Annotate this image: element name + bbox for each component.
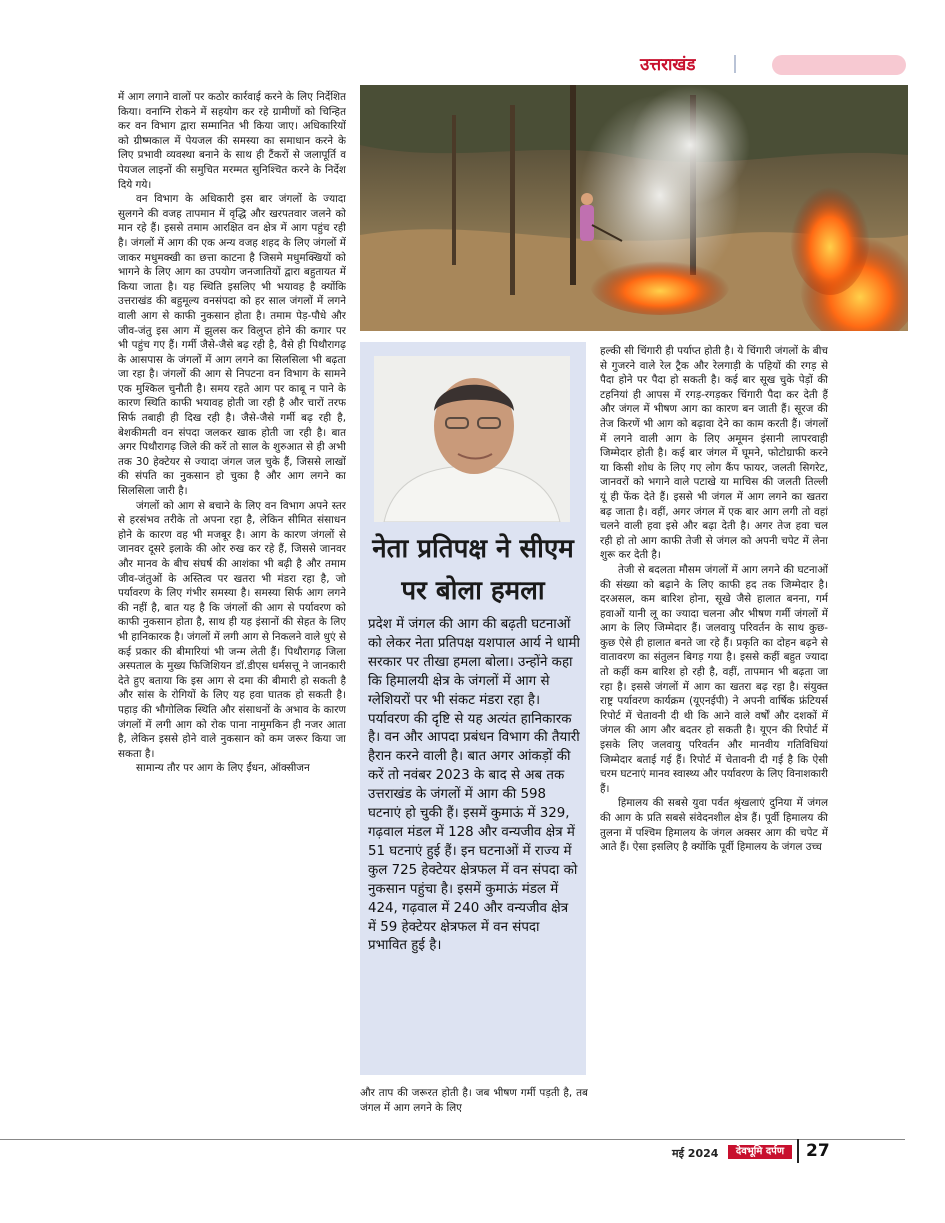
- footer-brand-logo: देवभूमि दर्पण: [728, 1145, 792, 1159]
- section-decoration-bar: [772, 55, 906, 75]
- left-paragraph-4: सामान्य तौर पर आग के लिए ईंधन, ऑक्सीजन: [136, 762, 310, 775]
- footer-divider: [797, 1139, 799, 1163]
- right-paragraph-1: हल्की सी चिंगारी ही पर्याप्त होती है। ये चिंगारी जंगलों के बीच से गुजरने वाले रेल ट्रैक और रेलगाड़ी के पहियों की रगड़ से पैदा होने पर पैदा हो सकती है। कई बार सूख चुके पेड़ों की टहनियां ही आपस में रगड़-रगड़कर चिंगारी पैदा कर देती हैं और जंगल में भीषण आग का कारण बन जाती हैं। सूरज की तेज किरणें भी आग को बढ़ावा देने का काम करती हैं। जंगलों में लगने वाली आग के लिए अमूमन इंसानी लापरवाही जिम्मेदार होती है। कई बार जंगल में घूमने, फोटोग्राफी करने या किसी शोध के लिए गए लोग कैंप फायर, जलती सिगरेट, जानवरों को भगाने वाले पटाखे या माचिस की जलती तिल्ली यूं ही फेंक देते हैं। इससे भी जंगल में आग लगने का खतरा बढ़ जाता है। वहीं, अगर जंगल में एक बार आग लगी तो वहां चलने वाली हवा इसे और बढ़ा देती है। अगर तेज हवा चल रही हो तो आग काफी तेजी से जंगल को अपनी चपेट में लेना शुरू कर देती है।: [600, 345, 828, 562]
- section-divider: [734, 55, 736, 73]
- sidebar-title: नेता प्रतिपक्ष ने सीएम पर बोला हमला: [372, 534, 574, 606]
- left-text-column: [118, 90, 346, 1126]
- footer-rule: [0, 1139, 905, 1140]
- middle-text-column: [360, 1086, 588, 1126]
- forest-fire-photo: [360, 85, 908, 331]
- left-paragraph-1: में आग लगाने वालों पर कठोर कार्रवाई करने के लिए निर्देशित किया। वनाग्नि रोकने में सहयोग कर रहे ग्रामीणों को चिन्हित कर वन विभाग द्वारा सम्मानित भी किया जाए। अधिकारियों को ग्रीष्मकाल में पेयजल की समस्या का समाधान करने के लिए प्रभावी व्यवस्था बनाने के साथ ही टैंकरों से जलापूर्ति व पेयजल लाइनों की समुचित मरम्मत सुनिश्चित करने के निर्देश दिये गये।: [118, 91, 346, 191]
- right-paragraph-3: हिमालय की सबसे युवा पर्वत श्रृंखलाएं दुनिया में जंगल की आग के प्रति सबसे संवेदनशील क्षेत्र हैं। पूर्वी हिमालय की तुलना में पश्चिम हिमालय के जंगल अक्सर आग की चपेट में आते हैं। ऐसा इसलिए है क्योंकि पूर्वी हिमालय के जंगल उच्च: [600, 797, 828, 854]
- footer-date: मई 2024: [672, 1147, 719, 1160]
- right-paragraph-2: तेजी से बदलता मौसम जंगलों में आग लगने की घटनाओं की संख्या को बढ़ाने के लिए काफी हद तक जिम्मेदार है। दरअसल, कम बारिश होना, सूखे जैसे हालात बनना, गर्म हवाओं यानी लू का ज्यादा चलना और भीषण गर्मी जंगलों में आग के लिए जिम्मेदार हैं। जलवायु परिवर्तन के साथ कुछ-कुछ ऐसे ही हालात बनते जा रहे हैं। प्रकृति का दोहन बढ़ने से वातावरण का संतुलन बिगड़ गया है। इससे कहीं बहुत ज्यादा तो कहीं कम बारिश हो रही है, वहीं, तापमान भी बढ़ता जा रहा है। इससे जंगलों में आग का खतरा बढ़ रहा है। संयुक्त राष्ट्र पर्यावरण कार्यक्रम (यूएनईपी) ने अपनी वार्षिक फ्रंटियर्स रिपोर्ट में चेतावनी दी थी कि आने वाले वर्षों और दशकों में जंगल की आग और बदतर हो सकती है। यूएन की रिपोर्ट में इसके लिए जलवायु परिवर्तन और मानवीय गतिविधियां जिम्मेदार बताई गई हैं। रिपोर्ट में चेतावनी दी गई है कि ऐसी चरम घटनाएं मानव स्वास्थ्य और पर्यावरण के लिए विनाशकारी हैं।: [600, 563, 828, 795]
- left-paragraph-3: जंगलों को आग से बचाने के लिए वन विभाग अपने स्तर से हरसंभव तरीके तो अपना रहा है, लेकिन सीमित संसाधन होने के कारण वह भी मजबूर है। आग के कारण जंगलों से जानवर दूसरे इलाके की ओर रुख कर रहे हैं, जिससे जानवर और मानव के बीच संघर्ष की आशंका भी बढ़ी है और तमाम जीव-जंतुओं के अस्तित्व पर खतरा भी मंडरा रहा है, जो पर्यावरण के लिए गंभीर समस्या है। समस्या सिर्फ आग लगने की नहीं है, बात यह है कि जंगलों की आग से पर्यावरण को काफी नुकसान होता है, साथ ही यह इंसानों की सेहत के लिए भी हानिकारक है। जंगलों में लगी आग से निकलने वाले धुएं से कई प्रकार की बीमारियां भी जन्म लेती हैं। पिथौरागढ़ जिला अस्पताल के मुख्य फिजिशियन डॉ.डीएस धर्मसत्तू ने जानकारी देते हुए बताया कि इस आग से दमा की बीमारी हो सकती है और सांस के रोगियों के लिए यह हवा घातक हो सकती है। पहाड़ की भौगोलिक स्थिति और संसाधनों के अभाव के कारण जंगलों में लगी आग को रोक पाना नामुमकिन ही नजर आता है, लेकिन इससे होने वाले नुकसान को कम जरूर किया जा सकता है।: [118, 499, 346, 760]
- left-paragraph-2: वन विभाग के अधिकारी इस बार जंगलों के ज्यादा सुलगने की वजह तापमान में वृद्धि और खरपतवार जलने को मान रहे हैं। इससे तमाम आरक्षित वन क्षेत्र में आग पहुंच रही है। जंगलों में आग की एक अन्य वजह शहद के लिए जंगलों में जाकर मधुमक्खी का छत्ता काटना है जिसमे मधुमक्खियों को भागने के लिए आग का उपयोग जनजातियों द्वारा बहुतायत में किया जाता है। यह स्थिति इसलिए भी भयावह है क्योंकि उत्तराखंड की बहुमूल्य वनसंपदा को हर साल जंगलों में लगने वाली आग से काफी नुकसान होता है। तमाम पेड़-पौधे और जीव-जंतु इस आग में झुलस कर विलुप्त होने की कगार पर भी पहुंच गए हैं। गर्मी जैसे-जैसे बढ़ रही है, वैसे ही पिथौरागढ़ के आसपास के जंगलों में आग लगने का सिलसिला भी बढ़ता जा रहा है। जंगलों की आग से निपटना वन विभाग के सामने एक मुश्किल चुनौती है। समय रहते आग पर काबू न पाने के कारण स्थिति काफी भयावह होती जा रही है और चारों तरफ सिर्फ तबाही ही दिख रही है। जैसे-जैसे गर्मी बढ़ रही है, बेशकीमती वन संपदा जलकर खाक होती जा रही है। बात अगर पिथौरागढ़ जिले की करें तो साल के शुरुआत से ही अभी तक 30 हेक्टेयर से ज्यादा जंगल जल चुके हैं, जिससे लाखों की संपति का नुकसान हो चुका है और आग लगने का सिलसिला जारी है।: [118, 193, 346, 498]
- section-label: उत्तराखंड: [640, 55, 696, 75]
- sidebar-body: प्रदेश में जंगल की आग की बढ़ती घटनाओं को लेकर नेता प्रतिपक्ष यशपाल आर्य ने धामी सरकार पर तीखा हमला बोला। उन्होंने कहा कि हिमालयी क्षेत्र के जंगलों में आग से ग्लेशियरों पर भी संकट मंडरा रहा है। पर्यावरण की दृष्टि से यह अत्यंत हानिकारक है। वन और आपदा प्रबंधन विभाग की तैयारी हैरान करने वाली है। बात अगर आंकड़ों की करें तो नवंबर 2023 के बाद से अब तक उत्तराखंड के जंगलों में आग की 598 घटनाएं हो चुकी हैं। इसमें कुमाऊं में 329, गढ़वाल मंडल में 128 और वन्यजीव क्षेत्र में 51 घटनाएं हुई हैं। इन घटनाओं में राज्य में कुल 725 हेक्टेयर क्षेत्रफल में वन संपदा को नुकसान पहुंचा है। इसमें कुमाऊं मंडल में 424, गढ़वाल में 240 और वन्यजीव क्षेत्र में 59 हेक्टेयर क्षेत्रफल में वन संपदा प्रभावित हुई है।: [368, 617, 580, 954]
- right-text-column: [600, 344, 828, 1126]
- page-number: 27: [806, 1141, 830, 1161]
- portrait-photo: [374, 356, 570, 522]
- middle-paragraph: और ताप की जरूरत होती है। जब भीषण गर्मी पड़ती है, तब जंगल में आग लगने के लिए: [360, 1087, 588, 1114]
